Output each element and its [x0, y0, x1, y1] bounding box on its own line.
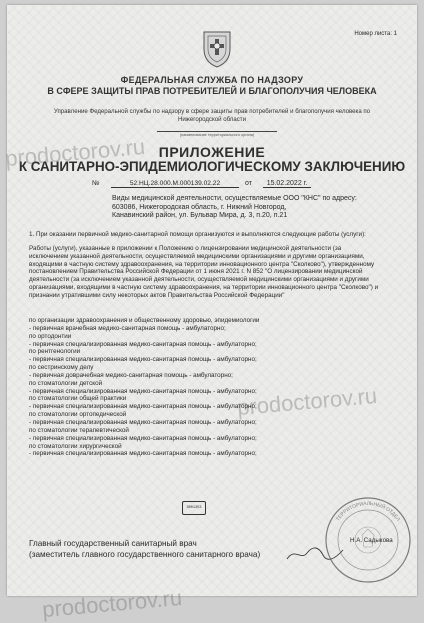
svg-text:ТЕРРИТОРИАЛЬНЫЙ ОТДЕЛ: ТЕРРИТОРИАЛЬНЫЙ ОТДЕЛ	[335, 500, 401, 523]
list-item: по стоматологии терапевтической	[29, 426, 129, 434]
list-item: - первичная специализированная медико-санитарная помощь - амбулаторно;	[29, 356, 257, 364]
document-number-line	[7, 180, 417, 190]
watermark-top: prodoctorov.ru	[4, 133, 146, 172]
list-item: - первичная специализированная медико-санитарная помощь - амбулаторно;	[29, 340, 257, 348]
list-item: по стоматологии хирургической	[29, 442, 122, 450]
list-item: - первичная доврачебная медико-санитарная помощь - амбулаторно;	[29, 371, 233, 379]
activity-address: Виды медицинской деятельности, осуществляемые ООО "КНС" по адресу: 603086, Нижегородская область, г. Нижний Новгород, Канавинский район, ул. Бульвар Мира, д. 3, п.20, п.21	[112, 195, 357, 220]
services-list	[29, 317, 329, 458]
signatory-name: Н.А. Садыкова	[350, 537, 393, 544]
divider-caption: (наименование территориального органа)	[179, 133, 255, 137]
rospotrebnadzor-emblem-icon	[198, 29, 236, 69]
number-label: №	[92, 180, 100, 187]
signatory-title-alt: (заместитель главного государственного санитарного врача)	[29, 550, 261, 559]
list-item: по сестринскому делу	[29, 364, 94, 372]
date-label: от	[245, 180, 252, 187]
list-item: по стоматологии детской	[29, 379, 103, 387]
list-item: по организации здравоохранения и общественному здоровью, эпидемиологии	[29, 317, 260, 324]
list-item: по рентгенологии	[29, 348, 81, 356]
agency-title-line2: В СФЕРЕ ЗАЩИТЫ ПРАВ ПОТРЕБИТЕЛЕЙ И БЛАГОПОЛУЧИЯ ЧЕЛОВЕКА	[47, 86, 377, 96]
signatory-title: Главный государственный санитарный врач	[29, 539, 197, 548]
document-title: ПРИЛОЖЕНИЕ	[158, 144, 266, 160]
list-item: - первичная специализированная медико-санитарная помощь - амбулаторно;	[29, 403, 257, 411]
section-heading: 1. При оказании первичной медико-санитарной помощи организуются и выполняются следующие работы (услуги):	[29, 231, 366, 238]
list-item: - первичная специализированная медико-санитарная помощь - амбулаторно;	[29, 434, 257, 442]
list-item: по стоматологии ортопедической	[29, 411, 127, 419]
divider-line	[157, 131, 277, 132]
list-item: - первичная специализированная медико-санитарная помощь - амбулаторно;	[29, 418, 257, 426]
document-sheet	[4, 5, 417, 623]
sheet-number: Номер листа: 1	[354, 31, 397, 37]
form-serial-stamp: 3001253	[182, 501, 206, 515]
list-item: по стоматологии общей практики	[29, 395, 127, 403]
document-subtitle: К САНИТАРНО-ЭПИДЕМИОЛОГИЧЕСКОМУ ЗАКЛЮЧЕНИЮ	[18, 159, 406, 174]
list-item: по ортодонтии	[29, 332, 72, 340]
legal-paragraph: Работы (услуги), указанные в приложении к Положению о лицензировании медицинской деятельности (за исключением указанной деятельности, осуществляемой медицинскими организациями и другими организациями, входящими в частную систему здравоохранения, на территории инновационного центра "Сколково"), утвержденному постановлением Правительства Российской Федерации от 1 июня 2021 г. N 852 "О лицензировании медицинской деятельности (за исключением указанной деятельности, осуществляемой медицинскими организациями и другими организациями, входящими в частную систему здравоохранения, на территории инновационного центра "Сколково") и признании утратившими силу некоторых актов Правительства Российской Федерации"	[29, 245, 379, 299]
watermark-middle: prodoctorov.ru	[236, 382, 378, 421]
agency-title-line1: ФЕДЕРАЛЬНАЯ СЛУЖБА ПО НАДЗОРУ	[120, 75, 304, 85]
watermark-bottom: prodoctorov.ru	[41, 584, 183, 623]
list-item: - первичная врачебная медико-санитарная помощь - амбулаторно;	[29, 324, 226, 332]
document-number: 52.НЦ.28.000.М.000139.02.22	[111, 180, 239, 188]
list-item: - первичная специализированная медико-санитарная помощь - амбулаторно;	[29, 387, 257, 395]
document-date: 15.02.2022 г.	[263, 180, 311, 188]
list-item: - первичная специализированная медико-санитарная помощь - амбулаторно;	[29, 450, 257, 458]
department-name: Управление Федеральной службы по надзору в сфере защиты прав потребителей и благополучия человека по Нижегородской области	[53, 108, 371, 123]
